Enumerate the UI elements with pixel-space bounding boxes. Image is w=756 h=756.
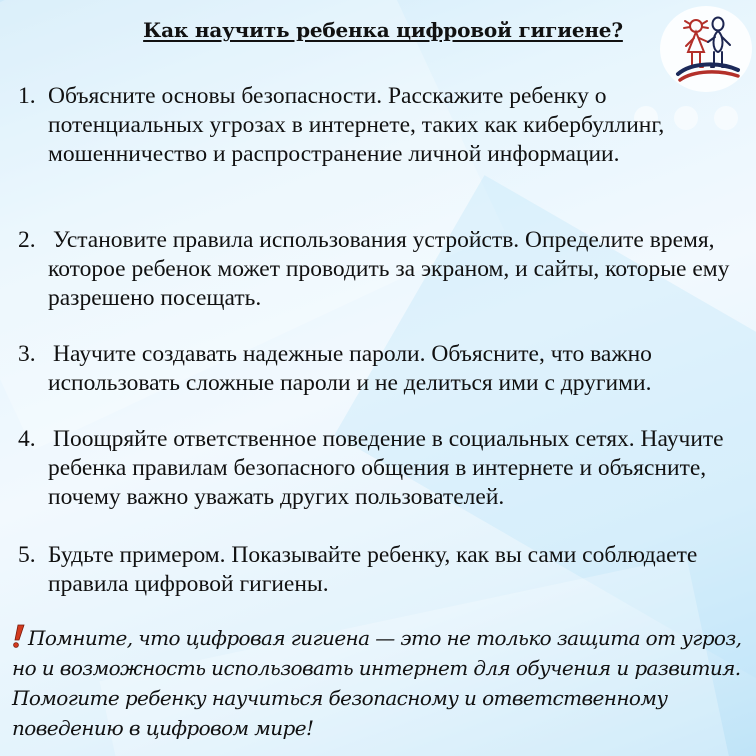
step-text: Установите правила использования устройств. Определите время, которое ребенок может проводить за экраном, и сайты, которые ему разрешено посещать. bbox=[48, 227, 730, 311]
step-item bbox=[0, 226, 740, 313]
step-text: Научите создавать надежные пароли. Объясните, что важно использовать сложные пароли и не делиться ими с другими. bbox=[48, 341, 652, 396]
step-number: 5. bbox=[18, 542, 36, 568]
reminder-text: Помните, что цифровая гигиена — это не только защита от угроз, но и возможность использовать интернет для обучения и развития. Помогите ребенку научиться безопасному и ответственному поведению в цифровом мире! bbox=[12, 626, 742, 740]
step-item bbox=[0, 425, 740, 512]
step-number: 1. bbox=[18, 83, 36, 109]
reminder-note bbox=[12, 623, 752, 743]
step-item bbox=[0, 340, 740, 398]
page-title: Как научить ребенка цифровой гигиене? bbox=[143, 18, 623, 42]
step-item bbox=[0, 82, 740, 169]
step-number: 2. bbox=[18, 227, 36, 253]
exclamation-icon bbox=[12, 624, 26, 648]
step-text: Поощряйте ответственное поведение в социальных сетях. Научите ребенка правилам безопасного общения в интернете и объясните, почему важно уважать других пользователей. bbox=[48, 426, 724, 510]
step-number: 3. bbox=[18, 341, 36, 367]
step-number: 4. bbox=[18, 426, 36, 452]
step-item bbox=[0, 541, 740, 599]
step-text: Объясните основы безопасности. Расскажите ребенку о потенциальных угрозах в интернете, таких как кибербуллинг, мошенничество и распространение личной информации. bbox=[48, 83, 665, 167]
step-text: Будьте примером. Показывайте ребенку, как вы сами соблюдаете правила цифровой гигиены. bbox=[48, 542, 698, 597]
